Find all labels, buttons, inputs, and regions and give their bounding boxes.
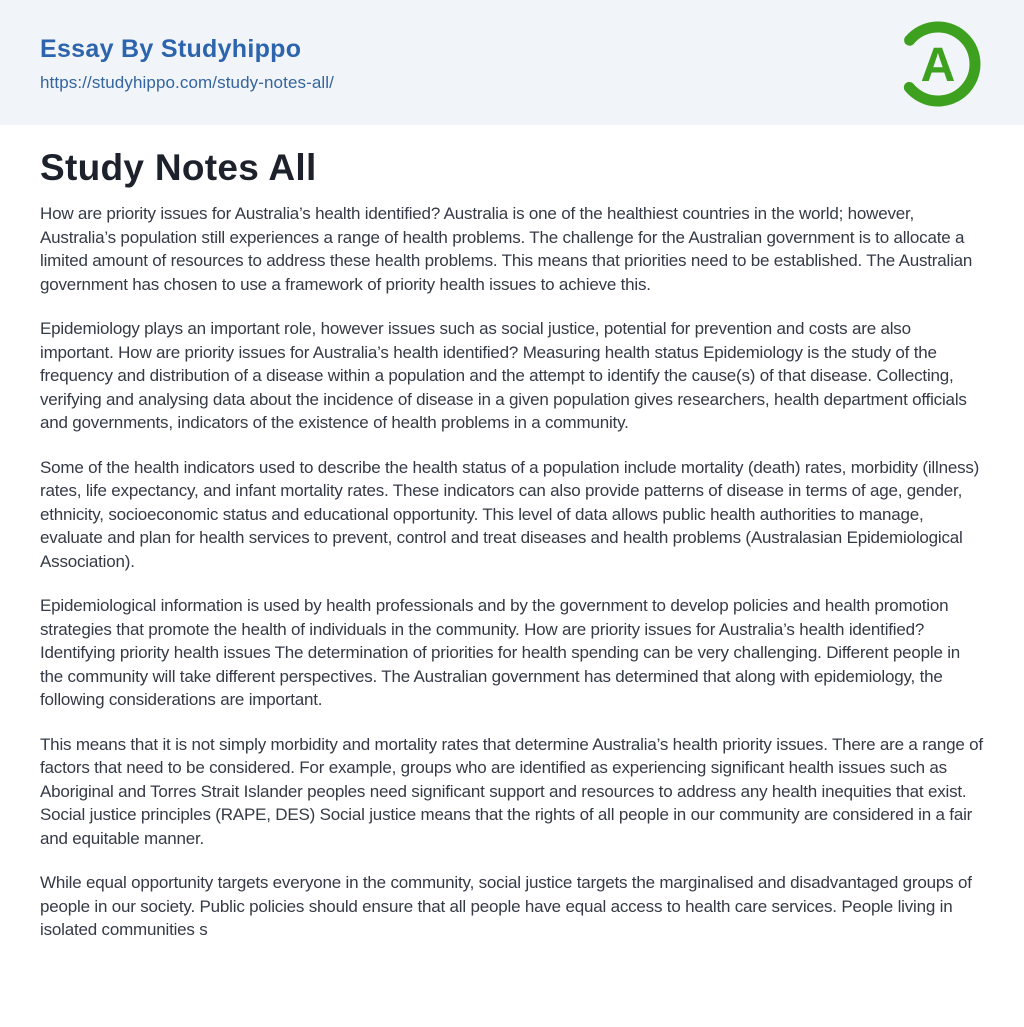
studyhippo-logo[interactable] bbox=[898, 16, 984, 110]
paragraph: While equal opportunity targets everyone in the community, social justice targets the marginalised and disadvantaged groups of people in our society. Public policies should ensure that all people have equal access to health care services. People living in isolated communities s bbox=[40, 873, 972, 939]
page-title: Study Notes All bbox=[40, 147, 317, 188]
paragraph: How are priority issues for Australia’s health identified? Australia is one of the healthiest countries in the world; however, Australia’s population still experiences a range of health problems. The challenge for the Australian government is to allocate a limited amount of resources to address these health problems. This means that priorities need to be established. The Australian government has chosen to use a framework of priority health issues to achieve this. bbox=[40, 204, 973, 294]
article-body bbox=[40, 202, 984, 942]
header-url-link[interactable]: https://studyhippo.com/study-notes-all/ bbox=[40, 73, 334, 93]
paragraph: Some of the health indicators used to describe the health status of a population include mortality (death) rates, morbidity (illness) rates, life expectancy, and infant mortality rates. These indicators can also provide patterns of disease in terms of age, gender, ethnicity, socioeconomic status and educational opportunity. This level of data allows public health authorities to manage, evaluate and plan for health services to prevent, control and treat diseases and health problems (Australasian Epidemiological Association). bbox=[40, 457, 980, 571]
logo-ring-a-icon bbox=[898, 18, 984, 110]
paragraph: Epidemiology plays an important role, however issues such as social justice, potential for prevention and costs are also important. How are priority issues for Australia’s health identified? Measuring health status Epidemiology is the study of the frequency and distribution of a disease within a population and the attempt to identify the cause(s) of that disease. Collecting, verifying and analysing data about the incidence of disease in a given population gives researchers, health department officials and governments, indicators of the existence of health problems in a community. bbox=[40, 319, 967, 432]
header-info bbox=[40, 32, 334, 93]
article bbox=[0, 125, 1024, 942]
header-title: Essay By Studyhippo bbox=[40, 34, 302, 63]
paragraph: This means that it is not simply morbidity and mortality rates that determine Australia’s health priority issues. There are a range of factors that need to be considered. For example, groups who are identified as experiencing significant health issues such as Aboriginal and Torres Strait Islander peoples need significant support and resources to address any health inequities that exist. Social justice principles (RAPE, DES) Social justice means that the rights of all people in our community are considered in a fair and equitable manner. bbox=[40, 734, 983, 848]
page-header bbox=[0, 0, 1024, 125]
paragraph: Epidemiological information is used by health professionals and by the government to develop policies and health promotion strategies that promote the health of individuals in the community. How are priority issues for Australia’s health identified? Identifying priority health issues The determination of priorities for health spending can be very challenging. Different people in the community will take different perspectives. The Australian government has determined that along with epidemiology, the following considerations are important. bbox=[40, 596, 961, 709]
logo-letter: A bbox=[920, 38, 956, 92]
